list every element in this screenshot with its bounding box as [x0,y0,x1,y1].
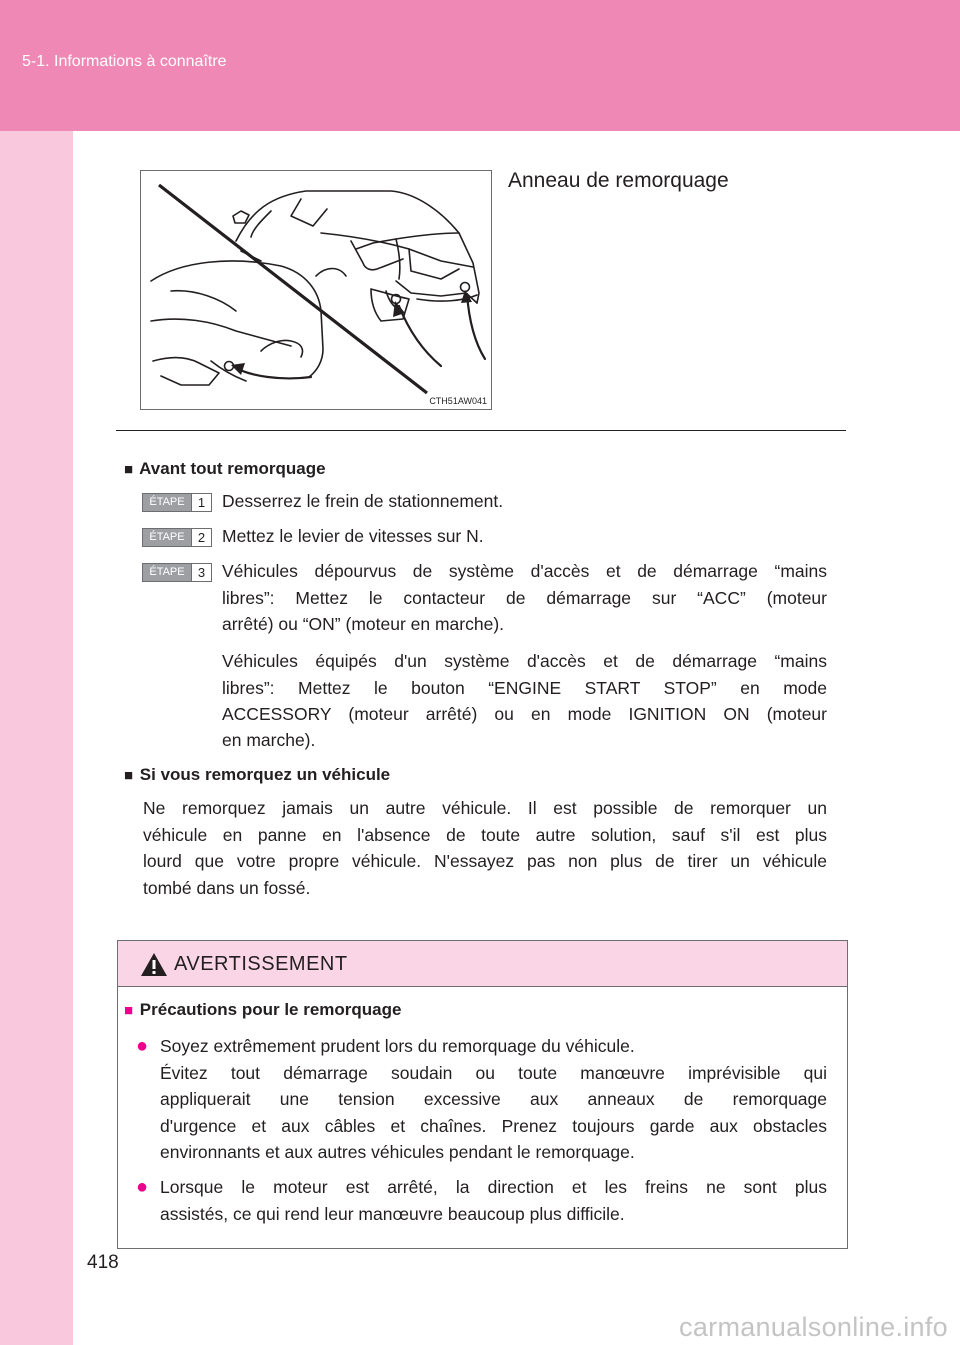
step-3-text: Véhicules dépourvus de système d'accès et de démarrage “mains libres”: Mettez le contacteur de démarrage sur “ACC” (moteur [222,561,827,608]
page-header [0,0,960,131]
warning-heading-text: Précautions pour le remorquage [139,1000,402,1019]
step-3-note: Véhicules équipés d'un système d'accès et de démarrage “mains libres”: Mettez le bouton “ENGINE START STOP” en mode ACCESSORY (moteur arrêté) ou en mode IGNITION ON (moteur [222,651,827,724]
warning-bullet-1-first: Soyez extrêmement prudent lors du remorquage du véhicule. [160,1036,635,1056]
section2-paragraph-end: tombé dans un fossé. [143,878,311,898]
section-heading-avant-remorquage [124,457,326,482]
warning-title: AVERTISSEMENT [174,953,348,975]
figure-caption: Anneau de remorquage [508,169,729,192]
warning-bullet-1-end: environnants et aux autres véhicules pendant le remorquage. [160,1142,635,1162]
figure-code: CTH51AW041 [429,396,487,406]
bullet-dot-icon: ● [136,1035,149,1057]
warning-bullet-2-end: assistés, ce qui rend leur manœuvre beaucoup plus difficile. [160,1203,625,1224]
divider-line [116,430,846,431]
step-3-note-end: en marche). [222,730,316,750]
step-1-text: Desserrez le frein de stationnement. [222,491,504,511]
step-2-text: Mettez le levier de vitesses sur N. [222,526,484,546]
car-illustration [141,171,491,409]
bullet-dot-icon: ● [136,1176,149,1198]
square-bullet-icon: ■ [124,767,134,784]
step-badge-3: ÉTAPE 3 [142,563,212,582]
section-heading-text: Si vous remorquez un véhicule [139,765,391,784]
page-number: 418 [87,1252,119,1273]
towing-eyelet-illustration [140,170,492,410]
left-margin-band [0,0,73,1345]
section2-paragraph: Ne remorquez jamais un autre véhicule. Il est possible de remorquer un véhicule en panne en l'absence de toute autre solution, sauf s'il est plus lourd que votre propre véhicule. N'essayez pas non plus de tirer un véhicule [143,798,827,871]
section-heading-remorquez-vehicule [124,763,390,788]
warning-bullet-1: Évitez tout démarrage soudain ou toute manœuvre imprévisible qui appliquerait une tension excessive aux anneaux de remorquage d'urgence et aux câbles et chaînes. Prenez toujours garde aux obstacles [160,1062,827,1136]
square-bullet-icon: ■ [124,1002,134,1019]
step-badge-1: ÉTAPE 1 [142,493,212,512]
warning-heading [124,998,401,1023]
watermark: carmanualsonline.info [679,1312,948,1342]
warning-bullet-2: Lorsque le moteur est arrêté, la direction et les freins ne sont plus [160,1177,827,1197]
section-heading-text: Avant tout remorquage [139,459,326,478]
warning-triangle-icon [140,952,168,977]
section-title: 5-1. Informations à connaître [22,53,227,70]
step-badge-2: ÉTAPE 2 [142,528,212,547]
warning-header [118,941,847,987]
square-bullet-icon: ■ [124,461,134,478]
step-3-text-end: arrêté) ou “ON” (moteur en marche). [222,614,505,634]
